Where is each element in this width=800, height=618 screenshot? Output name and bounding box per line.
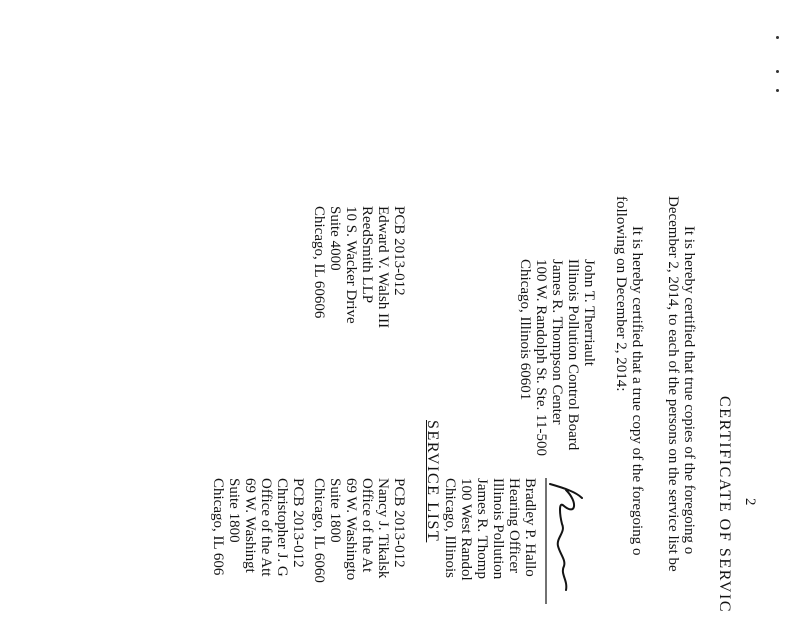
entry-line: Chicago, IL 6060 [311,478,327,583]
entry-line: Chicago, IL 60606 [311,206,327,319]
recipient-line: James R. Thompson Center [549,259,565,425]
paragraph-2-line: following on December 2, 2014: [613,196,629,392]
entry-line: Suite 1800 [226,478,242,543]
signature-block [442,478,538,581]
handwritten-signature [542,476,588,606]
signer-line: 100 West Randol [458,478,474,581]
signer-line: Bradley P. Hallo [522,478,538,577]
recipient-line: Illinois Pollution Control Board [565,259,581,451]
signer-line: James R. Thomp [474,478,490,579]
entry-line: Suite 4000 [327,206,343,271]
entry-line: PCB 2013-012 [391,206,407,296]
signer-line: Hearing Officer [506,478,522,574]
certificate-heading: CERTIFICATE OF SERVIC [716,396,733,614]
entry-line: 69 W. Washingt [242,478,258,573]
paragraph-2-line: It is hereby certified that a true copy of the foregoing o [629,226,645,556]
service-list-entry [311,206,407,328]
entry-line: Chicago, IL 606 [210,478,226,576]
entry-line: PCB 2013-012 [290,478,306,568]
recipient-line: 100 W. Randolph St. Ste. 11-500 [533,259,549,456]
entry-line: PCB 2013-012 [391,478,407,568]
entry-line: Office of the At [359,478,375,573]
entry-line: Office of the Att [258,478,274,577]
recipient-line: John T. Therriault [581,259,597,367]
recipient-address [517,259,597,456]
signer-line: Illinois Pollution [490,478,506,580]
entry-line: 10 S. Wacker Drive [343,206,359,324]
certification-paragraph-1 [665,196,697,572]
recipient-line: Chicago, Illinois 60601 [517,259,533,401]
page-number: 2 [742,498,758,506]
service-list-entry [311,478,407,583]
paragraph-1-line: It is hereby certified that true copies of the foregoing o [681,226,697,555]
signer-line: Chicago, Illinois [442,478,458,578]
entry-line: Christopher J. G [274,478,290,577]
service-list-entry [210,478,306,577]
service-list-heading: SERVICE LIST [424,420,441,543]
entry-line: Nancy J. Tikalsk [375,478,391,579]
certification-paragraph-2 [613,196,645,555]
entry-line: Edward V. Walsh III [375,206,391,329]
entry-line: ReedSmith LLP [359,206,375,304]
entry-line: Suite 1800 [327,478,343,543]
paragraph-1-line: December 2, 2014, to each of the persons on the service list be [665,196,681,572]
entry-line: 69 W. Washingto [343,478,359,581]
